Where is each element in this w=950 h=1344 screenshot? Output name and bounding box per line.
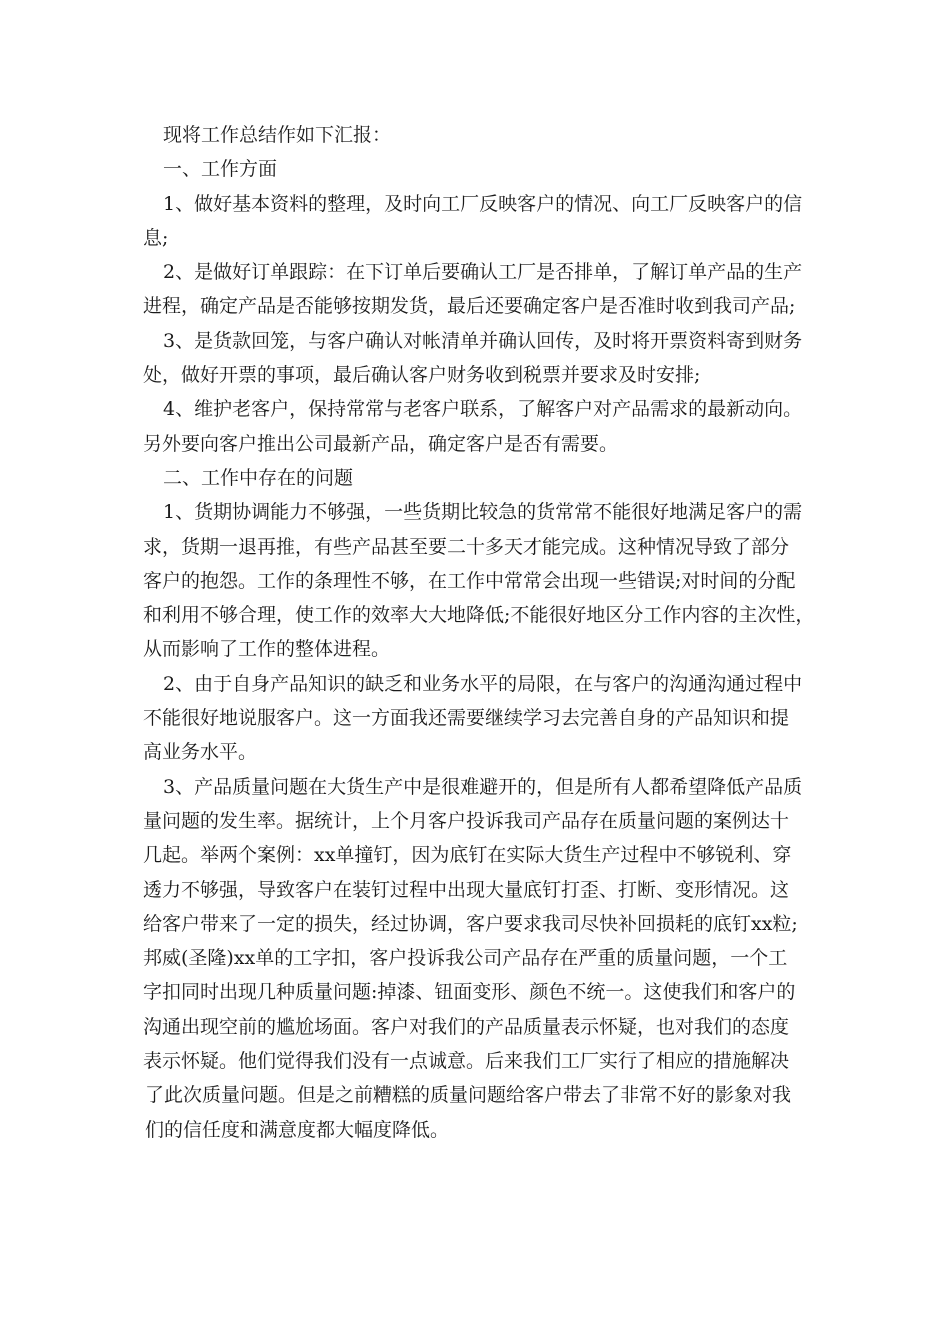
document-body xyxy=(143,118,813,1147)
text-line: 3、是货款回笼，与客户确认对帐清单并确认回传，及时将开票资料寄到财务 xyxy=(163,329,803,352)
text-line: 3、产品质量问题在大货生产中是很难避开的，但是所有人都希望降低产品质 xyxy=(163,775,803,798)
text-line: 不能很好地说服客户。这一方面我还需要继续学习去完善自身的产品知识和提 xyxy=(143,707,790,730)
text-line: 从而影响了工作的整体进程。 xyxy=(143,638,391,661)
text-line: 2、由于自身产品知识的缺乏和业务水平的局限，在与客户的沟通沟通过程中 xyxy=(163,672,803,695)
section-heading: 二、工作中存在的问题 xyxy=(163,466,354,489)
text-line: 表示怀疑。他们觉得我们没有一点诚意。后来我们工厂实行了相应的措施解决 xyxy=(143,1050,790,1073)
text-line: 客户的抱怨。工作的条理性不够，在工作中常常会出现一些错误;对时间的分配 xyxy=(143,569,796,592)
text-line: 现将工作总结作如下汇报： xyxy=(163,124,392,146)
text-line: 处，做好开票的事项，最后确认客户财务收到税票并要求及时安排; xyxy=(143,364,701,387)
text-line: 进程，确定产品是否能够按期发货，最后还要确定客户是否准时收到我司产品; xyxy=(143,295,796,318)
text-line: 求，货期一退再推，有些产品甚至要二十多天才能完成。这种情况导致了部分 xyxy=(143,535,790,558)
text-line: 了此次质量问题。但是之前糟糕的质量问题给客户带去了非常不好的影象对我 xyxy=(145,1084,792,1107)
text-line: 给客户带来了一定的损失，经过协调，客户要求我司尽快补回损耗的底钉xx粒; xyxy=(143,912,798,935)
text-line: 2、是做好订单跟踪：在下订单后要确认工厂是否排单，了解订单产品的生产 xyxy=(163,261,803,284)
text-line: 量问题的发生率。据统计，上个月客户投诉我司产品存在质量问题的案例达十 xyxy=(143,809,790,832)
text-line: 高业务水平。 xyxy=(143,741,258,764)
text-line: 透力不够强，导致客户在装钉过程中出现大量底钉打歪、打断、变形情况。这 xyxy=(143,878,790,901)
text-line: 几起。举两个案例：xx单撞钉，因为底钉在实际大货生产过程中不够锐利、穿 xyxy=(143,844,792,867)
text-line: 和利用不够合理，使工作的效率大大地降低;不能很好地区分工作内容的主次性， xyxy=(143,604,815,627)
text-line: 1、货期协调能力不够强，一些货期比较急的货常常不能很好地满足客户的需 xyxy=(163,501,803,524)
text-line: 们的信任度和满意度都大幅度降低。 xyxy=(145,1118,450,1141)
text-line: 4、维护老客户，保持常常与老客户联系，了解客户对产品需求的最新动向。 xyxy=(163,398,803,421)
text-line: 邦威(圣隆)xx单的工字扣，客户投诉我公司产品存在严重的质量问题，一个工 xyxy=(143,947,788,970)
section-heading: 一、工作方面 xyxy=(163,158,278,181)
text-line: 沟通出现空前的尴尬场面。客户对我们的产品质量表示怀疑，也对我们的态度 xyxy=(143,1015,790,1038)
text-line: 息; xyxy=(143,226,169,249)
text-line: 字扣同时出现几种质量问题:掉漆、钮面变形、颜色不统一。这使我们和客户的 xyxy=(143,981,796,1004)
text-line: 1、做好基本资料的整理，及时向工厂反映客户的情况、向工厂反映客户的信 xyxy=(163,192,803,215)
text-line: 另外要向客户推出公司最新产品，确定客户是否有需要。 xyxy=(143,432,619,455)
